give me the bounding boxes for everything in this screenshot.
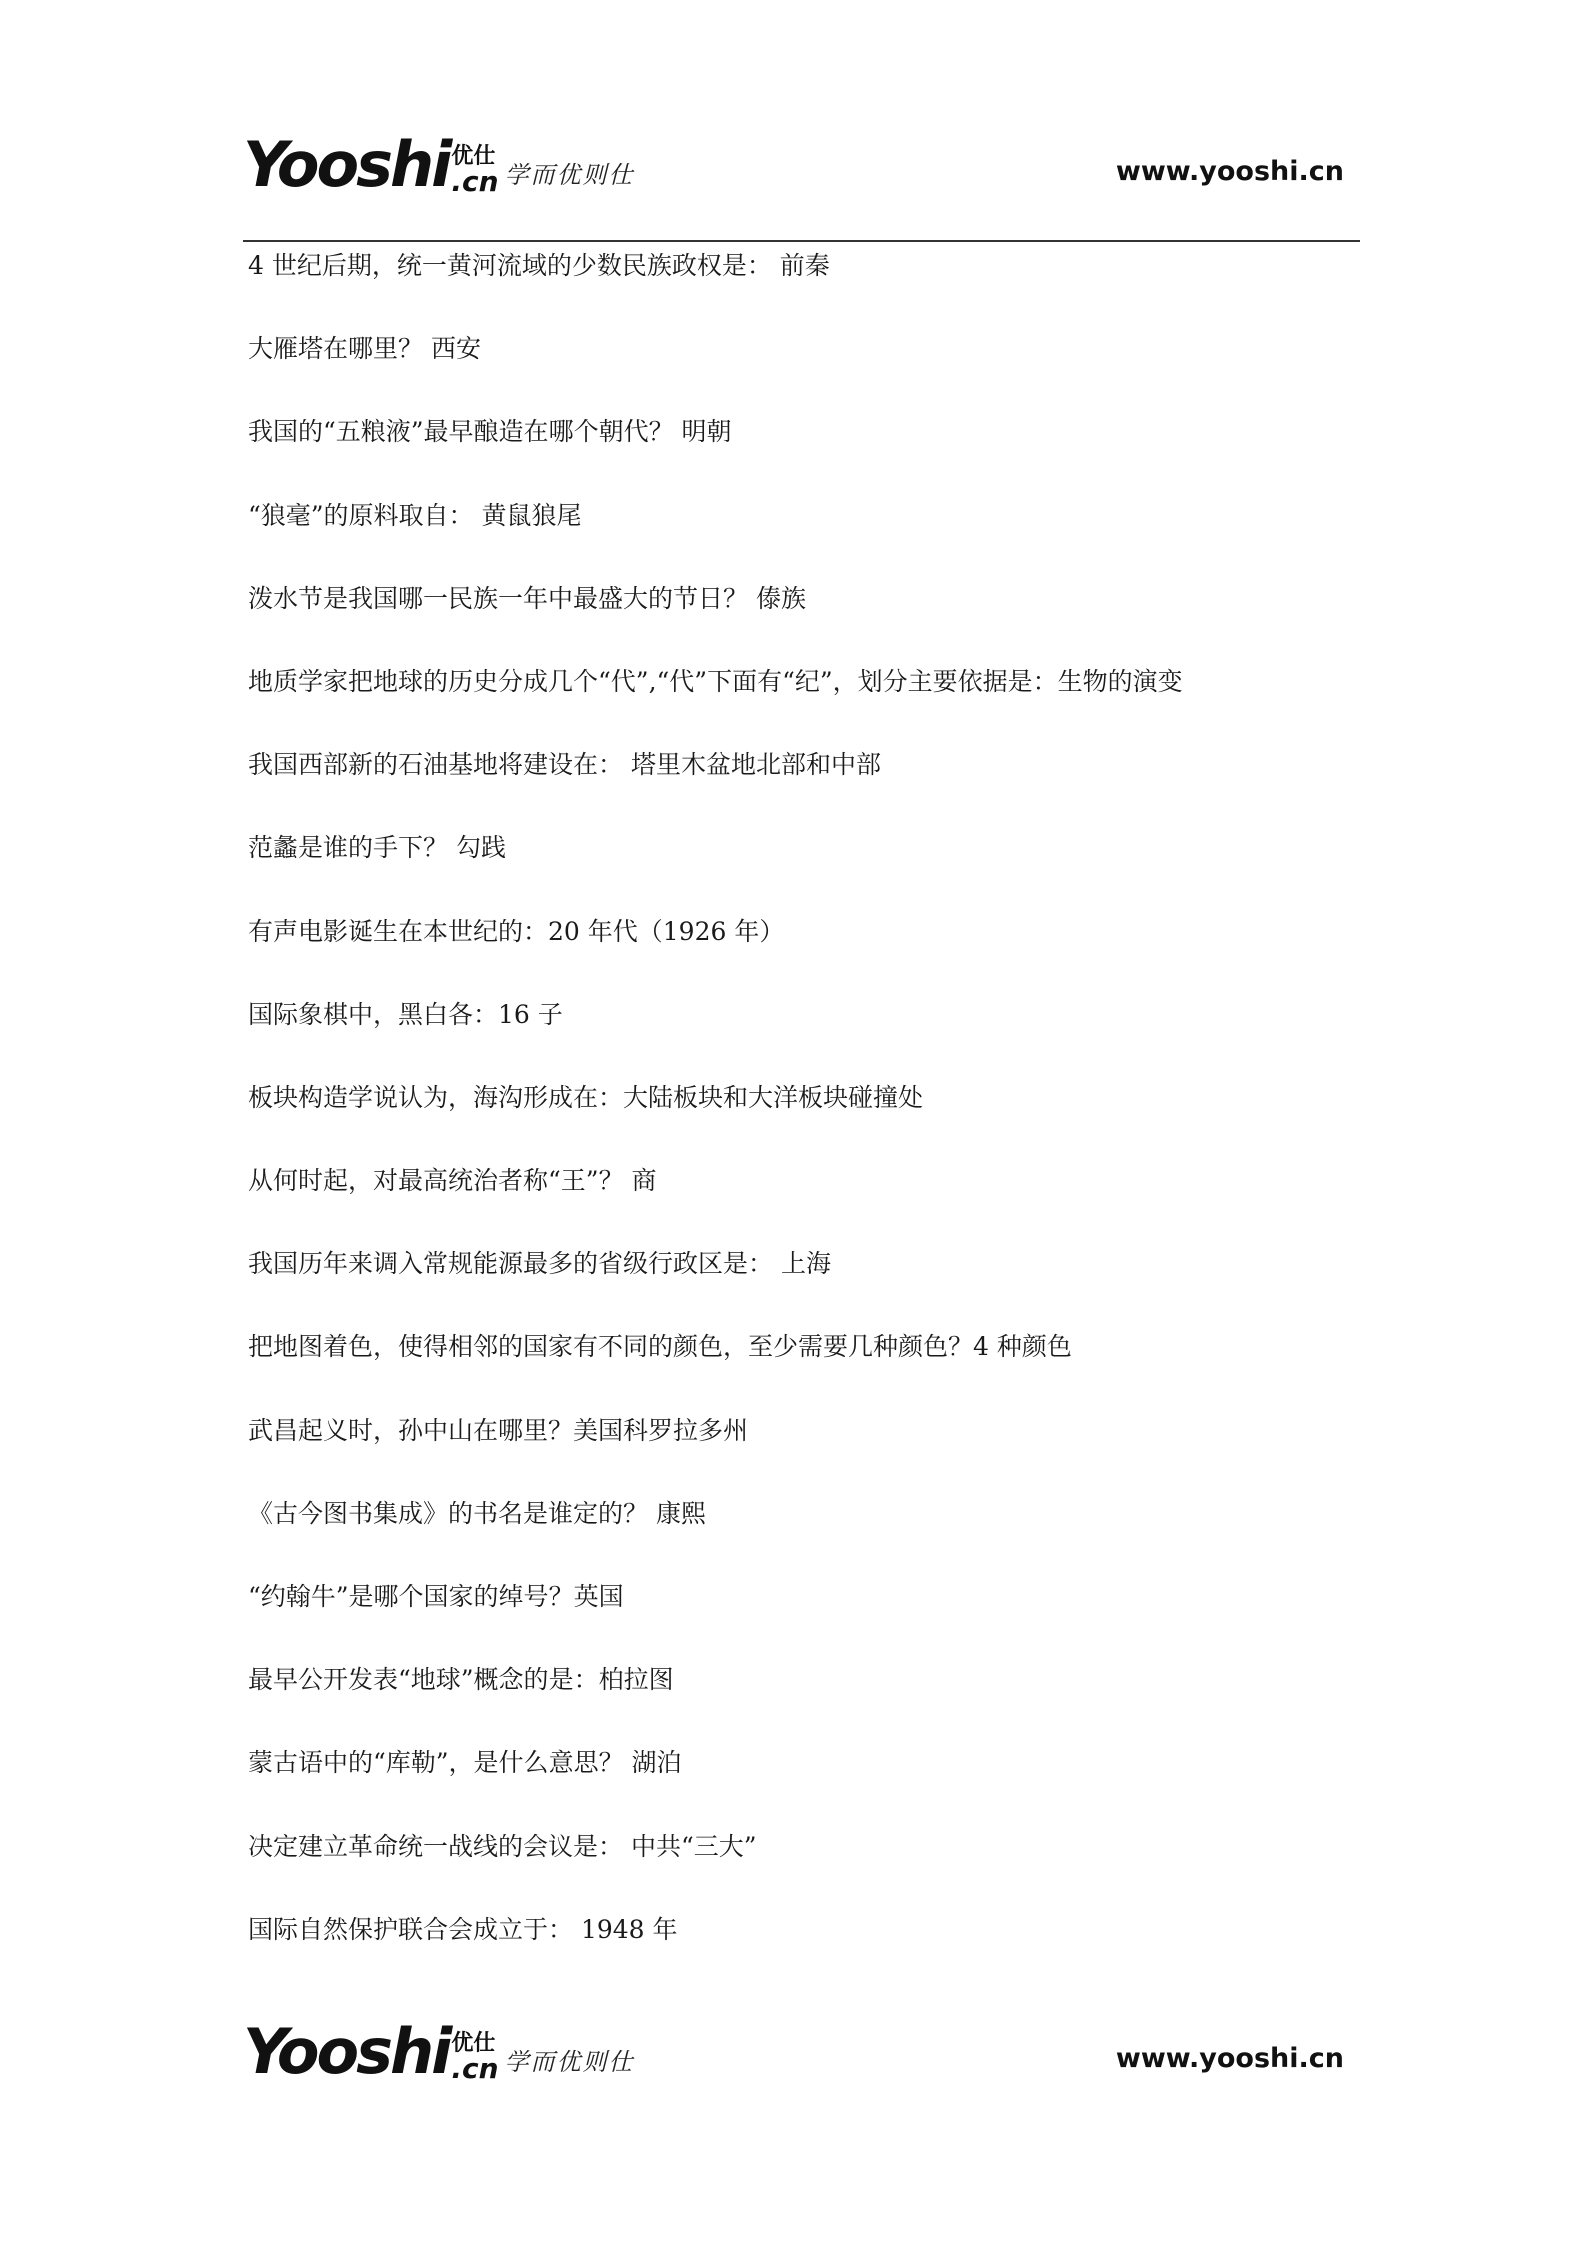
qa-list (248, 244, 1358, 1991)
yooshi-logo (243, 116, 635, 201)
site-url: www.yooshi.cn (1115, 2043, 1344, 2074)
logo-cn-stack (451, 2033, 498, 2083)
qa-item: 武昌起义时，孙中山在哪里？美国科罗拉多州 (248, 1415, 749, 1445)
qa-item: 最早公开发表“地球”概念的是：柏拉图 (248, 1665, 674, 1695)
qa-item: 国际自然保护联合会成立于： 1948 年 (248, 1914, 678, 1944)
qa-item: 国际象棋中，黑白各：16 子 (248, 999, 563, 1029)
qa-item: 从何时起，对最高统治者称“王”？ 商 (248, 1166, 657, 1196)
qa-item: 我国西部新的石油基地将建设在： 塔里木盆地北部和中部 (248, 750, 881, 780)
logo-chinese-mark: 优仕 (451, 144, 496, 169)
qa-item: 大雁塔在哪里？ 西安 (248, 334, 481, 364)
site-url: www.yooshi.cn (1115, 156, 1344, 187)
qa-item: 我国的“五粮液”最早酿造在哪个朝代？ 明朝 (248, 417, 732, 447)
qa-item: 决定建立革命统一战线的会议是： 中共“三大” (248, 1831, 757, 1861)
qa-item: “约翰牛”是哪个国家的绰号？英国 (248, 1582, 624, 1611)
logo-cn-stack (451, 146, 498, 196)
logo-domain: .cn (451, 165, 499, 198)
logo-wordmark: Yooshi (243, 128, 450, 201)
qa-item: 4 世纪后期，统一黄河流域的少数民族政权是： 前秦 (248, 251, 830, 280)
qa-item: 范蠡是谁的手下？ 勾践 (248, 833, 506, 863)
qa-item: 我国历年来调入常规能源最多的省级行政区是： 上海 (248, 1249, 831, 1279)
logo-slogan: 学而优则仕 (504, 161, 635, 189)
qa-item: 《古今图书集成》的书名是谁定的？ 康熙 (248, 1498, 706, 1528)
page-footer (243, 1995, 1344, 2088)
qa-item: 地质学家把地球的历史分成几个“代”,“代”下面有“纪”，划分主要依据是：生物的演变 (248, 666, 1183, 696)
logo-domain: .cn (451, 2052, 499, 2085)
qa-item: 有声电影诞生在本世纪的：20 年代（1926 年） (248, 916, 785, 946)
logo-wordmark: Yooshi (243, 2015, 450, 2088)
yooshi-logo (243, 2003, 635, 2088)
logo-slogan: 学而优则仕 (504, 2048, 635, 2076)
qa-item: 把地图着色，使得相邻的国家有不同的颜色，至少需要几种颜色？4 种颜色 (248, 1332, 1072, 1362)
qa-item: 泼水节是我国哪一民族一年中最盛大的节日？ 傣族 (248, 583, 806, 613)
qa-item: 蒙古语中的“库勒”，是什么意思？ 湖泊 (248, 1748, 682, 1778)
page-header (243, 108, 1344, 201)
header-divider (243, 240, 1360, 242)
qa-item: “狼毫”的原料取自： 黄鼠狼尾 (248, 500, 582, 530)
qa-item: 板块构造学说认为，海沟形成在：大陆板块和大洋板块碰撞处 (248, 1082, 924, 1112)
logo-chinese-mark: 优仕 (451, 2031, 496, 2056)
